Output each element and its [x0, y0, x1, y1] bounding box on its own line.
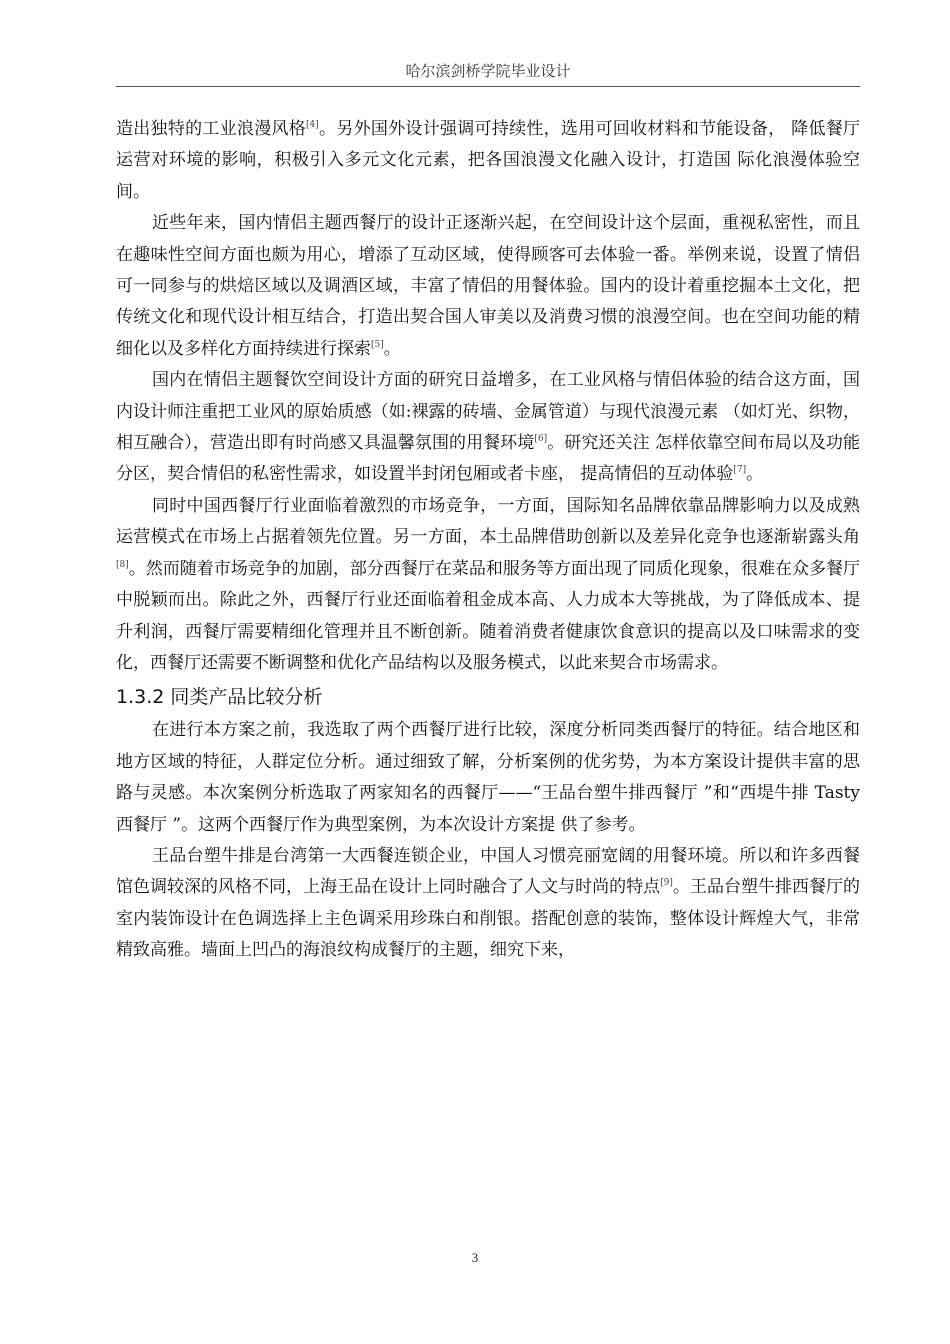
- paragraph: [116, 715, 860, 841]
- paragraph-text: 国内在情侣主题餐饮空间设计方面的研究日益增多，在工业风格与情侣体验的结合这方面，国内设计师注重把工业风的原始质感（如:裸露的砖墙、金属管道）与现代浪漫元素 （如灯光、织物，相互融合），营造出即有时尚感又具温馨氛围的用餐环境: [116, 370, 860, 454]
- paragraph-text: 同时中国西餐厅行业面临着激烈的市场竞争，一方面，国际知名品牌依靠品牌影响力以及成熟运营模式在市场上占据着领先位置。另一方面，本土品牌借助创新以及差异化竞争也逐渐崭露头角: [116, 495, 860, 548]
- citation-marker: [6]: [534, 434, 548, 445]
- paragraph: [116, 365, 860, 491]
- page-number: 3: [471, 1250, 479, 1265]
- citation-marker: [7]: [733, 465, 747, 476]
- document-body: [116, 114, 860, 967]
- paragraph-text: 在进行本方案之前，我选取了两个西餐厅进行比较，深度分析同类西餐厅的特征。结合地区和地方区域的特征，人群定位分析。通过细致了解，分析案例的优劣势，为本方案设计提供丰富的思路与灵感。本次案例分析选取了两家知名的西餐厅——“王品台塑牛排西餐厅 ”和“西堤牛排 Tasty 西餐厅 ”。这两个西餐厅作为典型案例，为本次设计方案提 供了参考。: [116, 720, 860, 835]
- paragraph-text: 王品台塑牛排是台湾第一大西餐连锁企业，中国人习惯亮丽宽阔的用餐环境。所以和许多西餐馆色调较深的风格不同，上海王品在设计上同时融合了人文与时尚的特点: [116, 845, 860, 898]
- section-heading: 1.3.2 同类产品比较分析: [116, 686, 323, 709]
- paragraph-text: 近些年来，国内情侣主题西餐厅的设计正逐渐兴起，在空间设计这个层面，重视私密性，而且在趣味性空间方面也颇为用心，增添了互动区域，使得顾客可去体验一番。举例来说，设置了情侣可一同参与的烘焙区域以及调酒区域，丰富了情侣的用餐体验。国内的设计着重挖掘本土文化，把传统文化和现代设计相互结合，打造出契合国人审美以及消费习惯的浪漫空间。也在空间功能的精细化以及多样化方面持续进行探索: [116, 213, 860, 359]
- paragraph-text: 造出独特的工业浪漫风格: [116, 119, 307, 139]
- paragraph: [116, 491, 860, 679]
- paragraph-text: 。另外国外设计强调可持续性，选用可回收材料和节能设备， 降低餐厅运营对环境的影响，积极引入多元文化元素，把各国浪漫文化融入设计，打造国 际化浪漫体验空间。: [116, 119, 860, 202]
- citation-marker: [5]: [371, 339, 384, 350]
- paragraph-text: 。: [383, 338, 401, 359]
- paragraph-text: 。研究还关注 怎样依靠空间布局以及功能分区，契合情侣的私密性需求，如设置半封闭包厢或者卡座， 提高情侣的互动体验: [116, 433, 861, 485]
- citation-marker: [8]: [116, 559, 129, 570]
- citation-marker: [9]: [660, 878, 673, 889]
- paragraph-text: 。: [746, 464, 764, 485]
- page-header: 哈尔滨剑桥学院毕业设计: [405, 62, 571, 80]
- body-section-2: [116, 715, 860, 966]
- body-section-1: [116, 114, 860, 679]
- header-divider: [116, 86, 860, 87]
- paragraph-text: 。然而随着市场竞争的加剧，部分西餐厅在菜品和服务等方面出现了同质化现象，很难在众多餐厅中脱颖而出。除此之外，西餐厅行业还面临着租金成本高、人力成本大等挑战，为了降低成本、提升利润，西餐厅需要精细化管理并且不断创新。随着消费者健康饮食意识的提高以及口味需求的变化，西餐厅还需要不断调整和优化产品结构以及服务模式，以此来契合市场需求。: [116, 558, 860, 673]
- citation-marker: [4]: [306, 120, 319, 130]
- paragraph: [116, 208, 860, 365]
- paragraph: [116, 114, 860, 208]
- paragraph-text: 。王品台塑牛排西餐厅的室内装饰设计在色调选择上主色调采用珍珠白和削银。搭配创意的装饰，整体设计辉煌大气，非常精致高雅。墙面上凹凸的海浪纹构成餐厅的主题，细究下来，: [116, 877, 861, 961]
- paragraph: [116, 841, 860, 967]
